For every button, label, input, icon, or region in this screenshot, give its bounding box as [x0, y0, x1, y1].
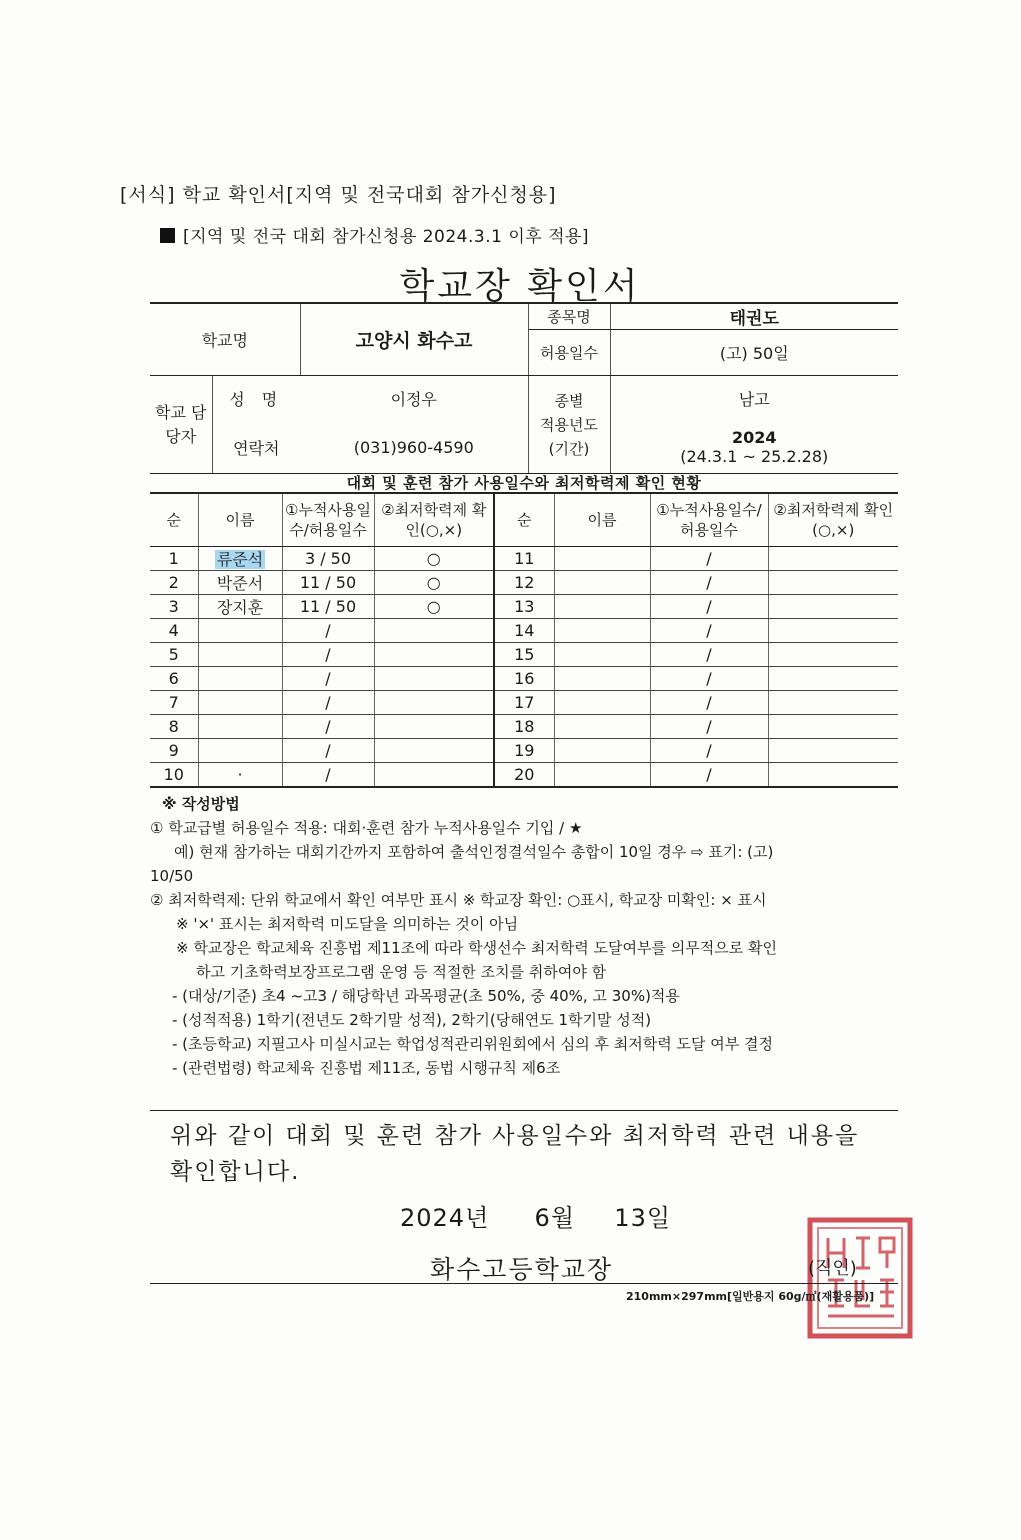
- col-check: ②최저학력제 확인(○,×): [768, 493, 898, 547]
- row-check: [768, 547, 898, 571]
- contact-label: 연락처: [212, 422, 300, 474]
- row-name: [554, 667, 650, 691]
- row-no: 19: [494, 739, 554, 763]
- row-days: /: [650, 715, 768, 739]
- row-check: ○: [374, 571, 494, 595]
- table-row: [150, 739, 898, 763]
- school-value: 고양시 화수고: [300, 303, 528, 376]
- row-days: /: [282, 739, 374, 763]
- row-name: [554, 691, 650, 715]
- table-header-row: [150, 493, 898, 547]
- row-no: 4: [150, 619, 198, 643]
- square-bullet-icon: [160, 228, 175, 243]
- table-row: [150, 595, 898, 619]
- row-name: [554, 763, 650, 788]
- row-days: /: [650, 739, 768, 763]
- note-1-example-cont: 10/50: [150, 867, 194, 885]
- divider-top: [150, 1110, 898, 1111]
- row-name: [198, 667, 282, 691]
- row-name: [554, 715, 650, 739]
- row-check: [768, 595, 898, 619]
- row-no: 11: [494, 547, 554, 571]
- row-name: [198, 715, 282, 739]
- row-days: /: [650, 643, 768, 667]
- row-check: [768, 715, 898, 739]
- row-check: ○: [374, 595, 494, 619]
- row-name: ·: [198, 763, 282, 788]
- row-name: [198, 619, 282, 643]
- row-no: 1: [150, 547, 198, 571]
- row-days: /: [650, 595, 768, 619]
- table-row: [150, 643, 898, 667]
- row-name: [198, 547, 282, 571]
- col-no: 순: [494, 493, 554, 547]
- name-label: 성 명: [229, 390, 284, 410]
- table-row: [150, 763, 898, 788]
- applies-text: [지역 및 전국 대회 참가신청용 2024.3.1 이후 적용]: [183, 227, 590, 247]
- table-row: [150, 619, 898, 643]
- gender-year-label: [528, 376, 610, 474]
- allowed-label: 허용일수: [528, 330, 610, 376]
- row-name: [554, 571, 650, 595]
- row-days: /: [282, 619, 374, 643]
- row-no: 20: [494, 763, 554, 788]
- row-check: [374, 667, 494, 691]
- divider-bottom: [150, 1283, 898, 1284]
- row-check: ○: [374, 547, 494, 571]
- row-name: [198, 691, 282, 715]
- date-day: 13일: [614, 1204, 672, 1232]
- note-2: ② 최저학력제: 단위 학교에서 확인 여부만 표시 ※ 학교장 확인: ○표시, 학교장 미확인: × 표시: [150, 891, 767, 909]
- detail-1: - (대상/기준) 초4 ~고3 / 해당학년 과목평균(초 50%, 중 40%, 고 30%)적용: [172, 987, 680, 1005]
- row-name: [198, 739, 282, 763]
- col-days: ①누적사용일수/허용일수: [650, 493, 768, 547]
- row-no: 6: [150, 667, 198, 691]
- row-check: [374, 739, 494, 763]
- row-check: [374, 619, 494, 643]
- row-name: [554, 547, 650, 571]
- row-name: [198, 643, 282, 667]
- form-label: [서식] 학교 확인서[지역 및 전국대회 참가신청용]: [120, 184, 557, 206]
- row-days: 11 / 50: [282, 595, 374, 619]
- school-label: 학교명: [150, 303, 300, 376]
- gender-value: 남고: [738, 390, 770, 410]
- name-value: 이정우: [300, 376, 528, 422]
- row-days: /: [282, 715, 374, 739]
- sport-label: 종목명: [528, 303, 610, 330]
- row-days: /: [282, 763, 374, 788]
- section-title: 대회 및 훈련 참가 사용일수와 최저학력제 확인 현황: [346, 474, 702, 492]
- row-no: 9: [150, 739, 198, 763]
- applies-note: [160, 222, 589, 247]
- contact-value: (031)960-4590: [300, 422, 528, 474]
- detail-4: - (관련법령) 학교체육 진흥법 제11조, 동법 시행규칙 제6조: [172, 1059, 561, 1077]
- row-check: [768, 763, 898, 788]
- row-name: [554, 739, 650, 763]
- table-row: [150, 715, 898, 739]
- date: [400, 1198, 671, 1233]
- usage-table: [150, 492, 898, 788]
- row-days: /: [650, 763, 768, 788]
- row-check: [768, 691, 898, 715]
- row-days: 3 / 50: [282, 547, 374, 571]
- col-days: ①누적사용일수/허용일수: [282, 493, 374, 547]
- row-no: 17: [494, 691, 554, 715]
- row-check: [768, 667, 898, 691]
- table-row: [150, 547, 898, 571]
- date-month: 6월: [534, 1204, 576, 1232]
- date-year: 2024년: [400, 1204, 490, 1232]
- detail-3: - (초등학교) 지필고사 미실시교는 학업성적관리위원회에서 심의 후 최저학력 도달 여부 결정: [172, 1035, 773, 1053]
- confirm-text: 위와 같이 대회 및 훈련 참가 사용일수와 최저학력 관련 내용을 확인합니다.: [170, 1123, 860, 1185]
- row-name: 장지훈: [198, 595, 282, 619]
- note-2b-cont: 하고 기초학력보장프로그램 운영 등 적절한 조치를 취하여야 함: [196, 963, 607, 981]
- row-days: 11 / 50: [282, 571, 374, 595]
- row-check: [374, 691, 494, 715]
- allowed-value: (고) 50일: [610, 330, 898, 376]
- seal-label: (직인): [808, 1258, 857, 1279]
- table-row: [150, 571, 898, 595]
- gender-label: 종별: [554, 391, 584, 410]
- row-name: [554, 595, 650, 619]
- row-days: /: [650, 619, 768, 643]
- instructions: [150, 792, 900, 1080]
- row-days: /: [282, 691, 374, 715]
- row-no: 15: [494, 643, 554, 667]
- row-no: 14: [494, 619, 554, 643]
- note-2b: ※ 학교장은 학교체육 진흥법 제11조에 따라 학생선수 최저학력 도달여부를 의무적으로 확인: [176, 939, 777, 957]
- row-days: /: [650, 691, 768, 715]
- row-check: [768, 619, 898, 643]
- note-1-example: 예) 현재 참가하는 대회기간까지 포함하여 출석인정결석일수 총합이 10일 경우 ⇨ 표기: (고): [174, 843, 774, 861]
- row-no: 12: [494, 571, 554, 595]
- col-name: 이름: [554, 493, 650, 547]
- row-days: /: [650, 571, 768, 595]
- row-name: [554, 619, 650, 643]
- table-row: [150, 691, 898, 715]
- row-no: 16: [494, 667, 554, 691]
- row-check: [374, 643, 494, 667]
- manager-label: 학교 담당자: [150, 376, 212, 474]
- row-days: /: [282, 643, 374, 667]
- row-days: /: [650, 547, 768, 571]
- note-2a: ※ '×' 표시는 최저학력 미도달을 의미하는 것이 아님: [176, 915, 519, 933]
- row-no: 10: [150, 763, 198, 788]
- paper-spec: 210mm×297mm[일반용지 60g/㎡(재활용품)]: [626, 1290, 875, 1303]
- row-check: [374, 763, 494, 788]
- col-check: ②최저학력제 확인(○,×): [374, 493, 494, 547]
- detail-2: - (성적적용) 1학기(전년도 2학기말 성적), 2학기(당해연도 1학기말 성적): [172, 1011, 652, 1029]
- table-row: [150, 667, 898, 691]
- row-no: 13: [494, 595, 554, 619]
- year-value: 2024: [731, 428, 777, 448]
- row-days: /: [650, 667, 768, 691]
- row-name: [554, 643, 650, 667]
- row-no: 8: [150, 715, 198, 739]
- notes-heading: ※ 작성방법: [162, 795, 240, 813]
- row-days: /: [282, 667, 374, 691]
- row-no: 3: [150, 595, 198, 619]
- row-check: [768, 739, 898, 763]
- row-check: [768, 643, 898, 667]
- row-name: 박준서: [198, 571, 282, 595]
- year-label: 적용년도 (기간): [540, 415, 598, 458]
- row-no: 18: [494, 715, 554, 739]
- page-title: 학교장 확인서: [399, 266, 641, 307]
- row-no: 2: [150, 571, 198, 595]
- period-value: (24.3.1 ~ 25.2.28): [680, 447, 829, 467]
- row-check: [768, 571, 898, 595]
- col-name: 이름: [198, 493, 282, 547]
- year-cell: [610, 422, 898, 474]
- note-1: ① 학교급별 허용일수 적용: 대회·훈련 참가 누적사용일수 기입 / ★: [150, 819, 583, 837]
- row-check: [374, 715, 494, 739]
- principal-name: 화수고등학교장: [430, 1255, 614, 1284]
- info-table: [150, 302, 898, 474]
- sport-value: 태권도: [610, 303, 898, 330]
- row-no: 5: [150, 643, 198, 667]
- col-no: 순: [150, 493, 198, 547]
- row-no: 7: [150, 691, 198, 715]
- highlighted-name: 류준석: [216, 550, 264, 569]
